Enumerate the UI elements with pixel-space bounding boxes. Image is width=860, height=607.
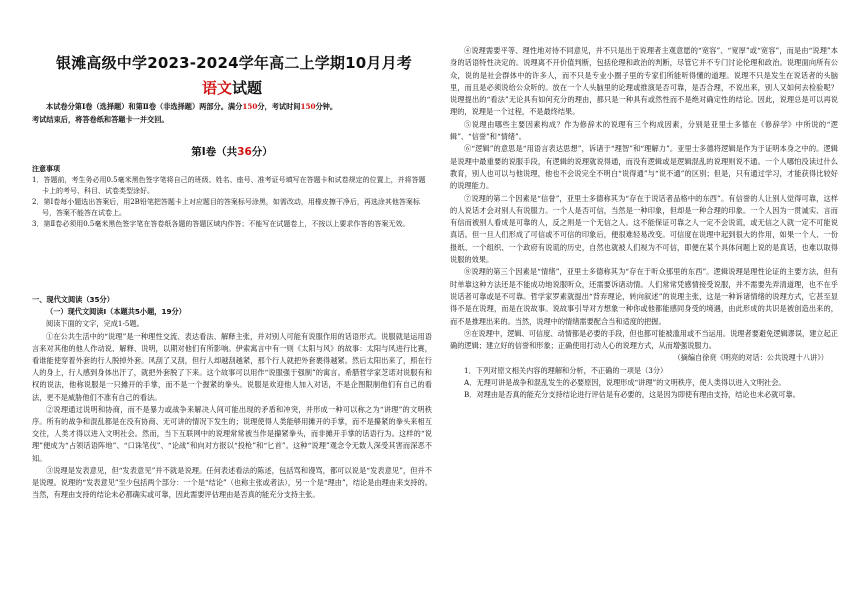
subsection-heading: （一）现代文阅读Ⅰ（本题共5小题，19分） [46,307,186,317]
reading-section-left [32,294,432,501]
exam-instructions [32,100,432,126]
instruction-line-2: 考试结束后，将答卷纸和答题卡一并交回。 [32,115,169,124]
exam-title: 银滩高级中学2023-2024学年高二上学期10月月考 [56,54,412,72]
passage-paragraph: ②说理通过说明和协商，而不是暴力或战争来解决人间可能出现的矛盾和冲突，并形成一种可以称之为“讲理”的文明秩序。所有的战争和混乱都是在没有协商、无可讲的情况下发生的；说理使得人类能够用摊开的手掌，而不是攥紧的拳头来相互交往，人类才得以进入文明社会。然而，当下互联网中的说理常常被当作是攥紧拳头，而非摊开手掌的话语行为。这样的“说理”便成为“占领话语阵地”、“口诛笔伐”、“论战”和向对方报以“投枪”和“匕首”。这种“说理”观念令无数人深受其害而深恶不知。 [32,404,432,463]
subtitle-suffix: 试题 [232,79,263,97]
passage-paragraph: ⑦说理的第二个因素是“信誉”，亚里士多德称其为“存在于说话者品格中的东西”。有信誉的人让别人觉得可靠，这样的人说话才会对别人有说服力。一个人是否可信，当然是一种印象，但却是一种合理的印象。一个人因为一贯诚实、言而有信而被别人看成是可靠的人，反之则是一个无信之人。这不能保证可靠之人一定不会说谎，或无信之人就一定不可能说真话。但一旦人们形成了可信或不可信的印象后，便很难轻易改变。可信度在说理中起到很大的作用，如果一个人、一份报纸、一个组织、一个政府有说谎的历史，自然也就被人们视为不可信，即便在某个具体问题上说的是真话，也难以取得说服的效果。 [450,193,838,265]
reading-section-right [450,45,838,402]
note-item: 1．答题前，考生务必用0.5毫米黑色签字笔将自己的班级、姓名、座号、准考证号填写在答题卡和试卷规定的位置上，并将答题卡上的考号、科目、试卷类型涂好。 [32,176,426,195]
notes-heading: 注意事项 [32,165,60,173]
option-b: B．对理由是否真的能充分支持结论进行评估是有必要的，这是因为即使有理由支持，结论也未必就可靠。 [464,390,800,400]
passage-paragraph: ⑨在说理中，逻辑、可信度、动情都是必要的手段，但也都可能被滥用或不当运用。说理者要避免逻辑谬误，建立起正确的逻辑；建立好的信誉和形象；正确使用打动人心的说理方式，从而增强说服力。 [450,328,838,351]
exam-subtitle [32,77,432,98]
part-one-score: 36 [237,146,252,158]
section-heading: 一、现代文阅读（35分） [32,295,114,304]
part-one-heading: 第Ⅰ卷（共36分） [191,146,273,158]
exam-time: 150 [300,102,316,111]
subject-name: 语文 [201,79,232,97]
passage-paragraph: ③说理是发表意见，但“发表意见”并不就是说理。任何表述看法的陈述，包括骂和谩骂，都可以说是“发表意见”，但并不是说理。说理的“发表意见”至少包括两个部分：一个是“结论”（也称主张或者法），另一个是“理由”，结论是由理由来支持的。当然，有理由支持的结论未必都确实或可靠，因此需要评估理由是否真的能充分支持主张。 [32,465,432,500]
passage-paragraph: ⑥“逻辑”的意思是“用语言表达思想”，诉诸于“理智”和“理解力”。亚里士多德将逻辑是作为于证明本身之中的。逻辑是说理中最重要的说服手段，有逻辑的说理就说得通，而没有逻辑或是逻辑混乱的说理则说不通。一个人哪怕没读过什么教育，别人也可以与他说理，他也不会说完全不明白“说得通”与“说不通”的区别；但是，只有通过学习，才能获得比较好的说理能力。 [450,144,838,191]
instruction-line-1: 本试卷分第Ⅰ卷（选择题）和第Ⅱ卷（非选择题）两部分。满分150分，考试时间150分钟。 [46,102,338,111]
note-item: 3．第Ⅱ卷必须用0.5毫米黑色签字笔在答卷纸各题的答题区域内作答；不能写在试题卷上，不按以上要求作答的答案无效。 [32,220,410,228]
passage-paragraph: ⑤说理由哪些主要因素构成？作为修辞术的说理有三个构成因素，分别是亚里士多德在《修辞学》中所说的“逻辑”、“信誉”和“情绪”。 [450,119,838,142]
option-a: A．无理可讲是战争和混乱发生的必要原因，说理形成“讲理”的文明秩序，使人类得以进入文明社会。 [464,378,786,388]
passage-paragraph: ①在公共生活中的“说理”是一种理性交流、表达看法、解释主张，并对别人可能有说服作用的话语形式。说服就是运用语言来对其他的他人作动说、解释、说明，以期对他们有所影响。伊索寓言中有一则《太阳与风》的故事：太阳与风进行比赛，看谁能使穿着外套的行人脱掉外套。风刮了又刮，但行人却越刮越紧，那个行人就把外套裹得越紧。然后太阳出来了，照在行人的身上，行人感到身体出汗了，就把外套脱了下来。这个故事可以用作“说服强于强制”的寓言。希腊哲学家芝诺对说服有和权的说法，他称说服是一只摊开的手掌，而不是一个握紧的拳头。说服是欢迎他人加入对话，不是企图限制他们有自己的看法，更不是威胁他们不准有自己的看法。 [32,331,432,402]
passage-paragraph: ⑧说理的第三个因素是“情绪”，亚里士多德称其为“存在于听众那里的东西”。逻辑说理是理性论证的主要方法，但有时单靠这种方法还是不能成功地说服听众，还需要诉诸动情。人们常常凭感情接受说服，并不需要先弄清道理，也不在乎说话者可靠或是不可靠。哲学家罗素就提出“背弃理论，转向叙述”的说理主张，这是一种诉诸情绪的说理方式，它甚至显得不是在说理，而是在说故事。说故事引导对方想象一种你或他都能感同身受的境遇，由此形成的共识是被创造出来的，而不是推理出来的。当然，说理中的情绪需要配合当和适度的把握。 [450,267,838,326]
reading-intro: 阅读下面的文字，完成1-5题。 [46,319,144,329]
notes-section [32,164,432,230]
passage-source: （摘编自徐贲《明亮的对话：公共说理十八讲》） [673,353,828,363]
question-1: 1．下列对原文相关内容的理解和分析，不正确的一项是（3分） [464,365,668,375]
total-score: 150 [242,102,258,111]
passage-paragraph: ④说理需要平等、理性地对待不同意见，并不只是出于说理者主观意愿的“宽容”、“宽厚”或“宽容”，而是由“说理”本身的话语特性决定的。说理离不开价值判断，包括伦理和政治的判断，尽管它并不专门讨论伦理和政治。说理面向所有公众，说的是社会群体中的许多人，而不只是专业小圈子里的专家们所能听得懂的道理。说理不只是发生在说话者的头脑里，而且是必须说给公众听的。放在一个人头脑里的论理或推演是否可靠，是否合理，不说出来，别人又如何去检验呢？说理提出的“看法”无论具有如何充分的理由，都只是一种具有或然性而不是绝对确定性的结论。因此，说理总是可以再说理的，说理是一个过程，不是最终结果。 [450,46,838,117]
note-item: 2．第Ⅰ卷每小题选出答案后，用2B铅笔把答题卡上对应题目的答案标号涂黑，如需改动，用橡皮擦干净后，再选涂其他答案标号，答案不能答在试卷上。 [32,198,420,217]
